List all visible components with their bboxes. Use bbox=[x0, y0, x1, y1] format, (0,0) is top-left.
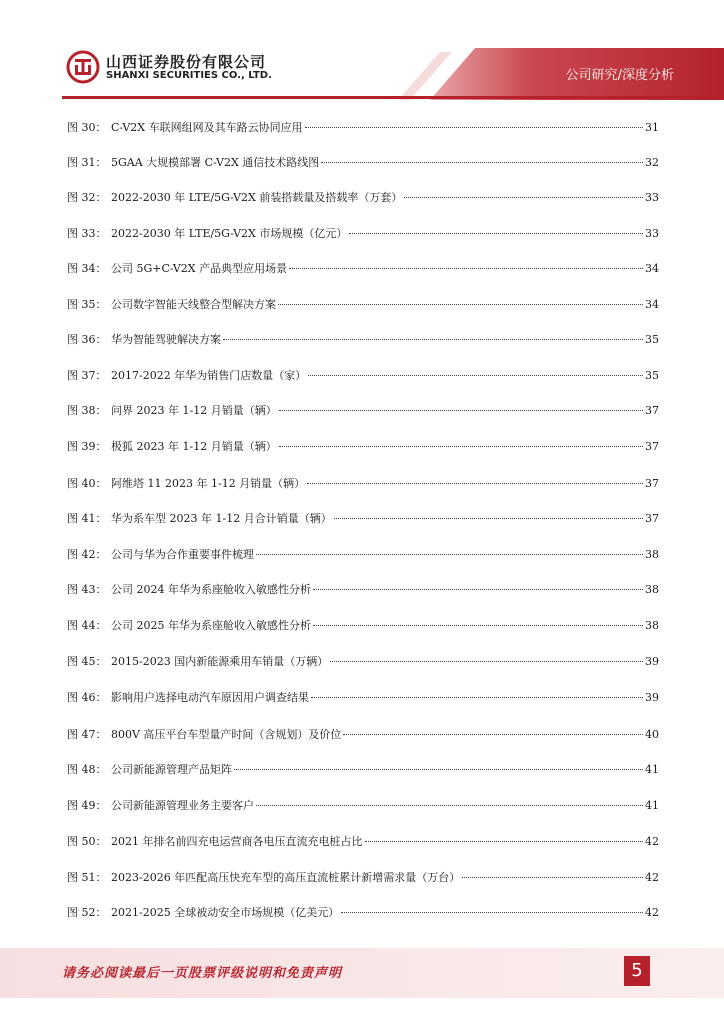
toc-figure-number: 图 45： bbox=[67, 655, 107, 668]
toc-entry[interactable] bbox=[67, 796, 659, 816]
toc-figure-title: 公司新能源管理业务主要客户 bbox=[111, 799, 254, 812]
toc-figure-title: 2015-2023 国内新能源乘用车销量（万辆） bbox=[111, 655, 329, 668]
toc-figure-number: 图 49： bbox=[67, 799, 107, 812]
toc-entry[interactable] bbox=[67, 118, 659, 138]
company-name-en: SHANXI SECURITIES CO., LTD. bbox=[106, 70, 272, 81]
toc-dot-leader bbox=[305, 127, 643, 128]
toc-dot-leader bbox=[279, 446, 643, 447]
toc-page-number: 33 bbox=[645, 227, 659, 240]
toc-dot-leader bbox=[279, 410, 643, 411]
toc-entry[interactable] bbox=[67, 437, 659, 457]
toc-entry[interactable] bbox=[67, 545, 659, 565]
toc-dot-leader bbox=[341, 912, 643, 913]
toc-entry[interactable] bbox=[67, 760, 659, 780]
toc-entry[interactable] bbox=[67, 153, 659, 173]
toc-page-number: 38 bbox=[645, 583, 659, 596]
toc-figure-number: 图 42： bbox=[67, 548, 107, 561]
toc-dot-leader bbox=[307, 483, 643, 484]
footer-band bbox=[0, 948, 724, 1024]
toc-page-number: 32 bbox=[645, 156, 659, 169]
toc-entry[interactable] bbox=[67, 474, 659, 494]
toc-figure-title: 公司数字智能天线整合型解决方案 bbox=[111, 298, 276, 311]
toc-figure-title: 2022-2030 年 LTE/5G-V2X 市场规模（亿元） bbox=[111, 227, 348, 240]
toc-dot-leader bbox=[256, 805, 643, 806]
toc-dot-leader bbox=[462, 877, 643, 878]
toc-figure-number: 图 34： bbox=[67, 262, 107, 275]
toc-figure-title: 2017-2022 年华为销售门店数量（家） bbox=[111, 369, 307, 382]
toc-figure-number: 图 38： bbox=[67, 404, 107, 417]
toc-figure-number: 图 37： bbox=[67, 369, 107, 382]
header-divider bbox=[62, 96, 724, 99]
toc-figure-number: 图 44： bbox=[67, 619, 107, 632]
toc-page-number: 42 bbox=[645, 906, 659, 919]
toc-dot-leader bbox=[321, 162, 643, 163]
toc-figure-number: 图 52： bbox=[67, 906, 107, 919]
toc-entry[interactable] bbox=[67, 188, 659, 208]
toc-entry[interactable] bbox=[67, 509, 659, 529]
toc-dot-leader bbox=[223, 339, 643, 340]
toc-figure-title: 5GAA 大规模部署 C-V2X 通信技术路线图 bbox=[111, 156, 320, 169]
toc-entry[interactable] bbox=[67, 688, 659, 708]
toc-figure-title: 2021 年排名前四充电运营商各电压直流充电桩占比 bbox=[111, 835, 363, 848]
toc-figure-number: 图 46： bbox=[67, 691, 107, 704]
toc-dot-leader bbox=[311, 697, 643, 698]
toc-dot-leader bbox=[278, 304, 643, 305]
toc-dot-leader bbox=[330, 661, 643, 662]
toc-page-number: 37 bbox=[645, 404, 659, 417]
toc-page-number: 40 bbox=[645, 728, 659, 741]
toc-figure-title: 问界 2023 年 1-12 月销量（辆） bbox=[111, 404, 277, 417]
toc-page-number: 39 bbox=[645, 655, 659, 668]
toc-figure-number: 图 36： bbox=[67, 333, 107, 346]
toc-figure-number: 图 50： bbox=[67, 835, 107, 848]
toc-entry[interactable] bbox=[67, 366, 659, 386]
toc-figure-title: 华为系车型 2023 年 1-12 月合计销量（辆） bbox=[111, 512, 332, 525]
toc-entry[interactable] bbox=[67, 259, 659, 279]
toc-entry[interactable] bbox=[67, 832, 659, 852]
toc-page-number: 33 bbox=[645, 191, 659, 204]
toc-page-number: 41 bbox=[645, 799, 659, 812]
toc-dot-leader bbox=[256, 554, 643, 555]
toc-figure-title: 2023-2026 年匹配高压快充车型的高压直流桩累计新增需求量（万台） bbox=[111, 871, 461, 884]
toc-entry[interactable] bbox=[67, 330, 659, 350]
toc-dot-leader bbox=[313, 589, 643, 590]
toc-entry[interactable] bbox=[67, 903, 659, 923]
toc-dot-leader bbox=[289, 268, 643, 269]
toc-page-number: 35 bbox=[645, 333, 659, 346]
toc-page-number: 34 bbox=[645, 262, 659, 275]
toc-figure-title: 公司新能源管理产品矩阵 bbox=[111, 763, 232, 776]
toc-page-number: 31 bbox=[645, 121, 659, 134]
toc-figure-title: 阿维塔 11 2023 年 1-12 月销量（辆） bbox=[111, 477, 306, 490]
toc-figure-title: 2022-2030 年 LTE/5G-V2X 前装搭载量及搭载率（万套） bbox=[111, 191, 403, 204]
toc-page-number: 37 bbox=[645, 512, 659, 525]
toc-page-number: 37 bbox=[645, 477, 659, 490]
toc-page-number: 42 bbox=[645, 871, 659, 884]
toc-figure-title: 公司与华为合作重要事件梳理 bbox=[111, 548, 254, 561]
toc-figure-number: 图 33： bbox=[67, 227, 107, 240]
toc-page-number: 38 bbox=[645, 619, 659, 632]
toc-figure-title: 华为智能驾驶解决方案 bbox=[111, 333, 221, 346]
toc-entry[interactable] bbox=[67, 295, 659, 315]
report-category-tag: 公司研究/深度分析 bbox=[565, 68, 674, 83]
toc-figure-title: C-V2X 车联网组网及其车路云协同应用 bbox=[111, 121, 303, 134]
toc-figure-number: 图 30： bbox=[67, 121, 107, 134]
toc-figure-number: 图 47： bbox=[67, 728, 107, 741]
toc-dot-leader bbox=[313, 625, 643, 626]
toc-page-number: 38 bbox=[645, 548, 659, 561]
page-number: 5 bbox=[624, 956, 650, 986]
toc-page-number: 35 bbox=[645, 369, 659, 382]
toc-entry[interactable] bbox=[67, 868, 659, 888]
toc-dot-leader bbox=[308, 375, 643, 376]
toc-dot-leader bbox=[404, 197, 643, 198]
toc-entry[interactable] bbox=[67, 616, 659, 636]
toc-figure-number: 图 51： bbox=[67, 871, 107, 884]
toc-figure-title: 公司 5G+C-V2X 产品典型应用场景 bbox=[111, 262, 288, 275]
toc-figure-title: 公司 2025 年华为系座舱收入敏感性分析 bbox=[111, 619, 311, 632]
toc-dot-leader bbox=[343, 734, 643, 735]
toc-page-number: 39 bbox=[645, 691, 659, 704]
toc-dot-leader bbox=[234, 769, 643, 770]
toc-figure-title: 2021-2025 全球被动安全市场规模（亿美元） bbox=[111, 906, 340, 919]
toc-figure-number: 图 48： bbox=[67, 763, 107, 776]
toc-figure-number: 图 41： bbox=[67, 512, 107, 525]
toc-figure-number: 图 31： bbox=[67, 156, 107, 169]
toc-page-number: 41 bbox=[645, 763, 659, 776]
toc-figure-title: 800V 高压平台车型量产时间（含规划）及价位 bbox=[111, 728, 342, 741]
toc-page-number: 42 bbox=[645, 835, 659, 848]
toc-page-number: 34 bbox=[645, 298, 659, 311]
toc-page-number: 37 bbox=[645, 440, 659, 453]
toc-figure-title: 极狐 2023 年 1-12 月销量（辆） bbox=[111, 440, 277, 453]
toc-entry[interactable] bbox=[67, 725, 659, 745]
toc-figure-number: 图 32： bbox=[67, 191, 107, 204]
toc-dot-leader bbox=[334, 518, 643, 519]
toc-figure-title: 影响用户选择电动汽车原因用户调查结果 bbox=[111, 691, 309, 704]
company-name-cn: 山西证券股份有限公司 bbox=[106, 53, 267, 71]
page-header bbox=[0, 0, 724, 100]
toc-figure-number: 图 39： bbox=[67, 440, 107, 453]
disclaimer-notice: 请务必阅读最后一页股票评级说明和免责声明 bbox=[62, 966, 343, 981]
toc-figure-title: 公司 2024 年华为系座舱收入敏感性分析 bbox=[111, 583, 311, 596]
toc-entry[interactable] bbox=[67, 652, 659, 672]
toc-entry[interactable] bbox=[67, 224, 659, 244]
toc-entry[interactable] bbox=[67, 580, 659, 600]
toc-figure-number: 图 35： bbox=[67, 298, 107, 311]
toc-figure-number: 图 43： bbox=[67, 583, 107, 596]
toc-dot-leader bbox=[349, 233, 643, 234]
toc-figure-number: 图 40： bbox=[67, 477, 107, 490]
toc-entry[interactable] bbox=[67, 401, 659, 421]
toc-dot-leader bbox=[365, 841, 644, 842]
